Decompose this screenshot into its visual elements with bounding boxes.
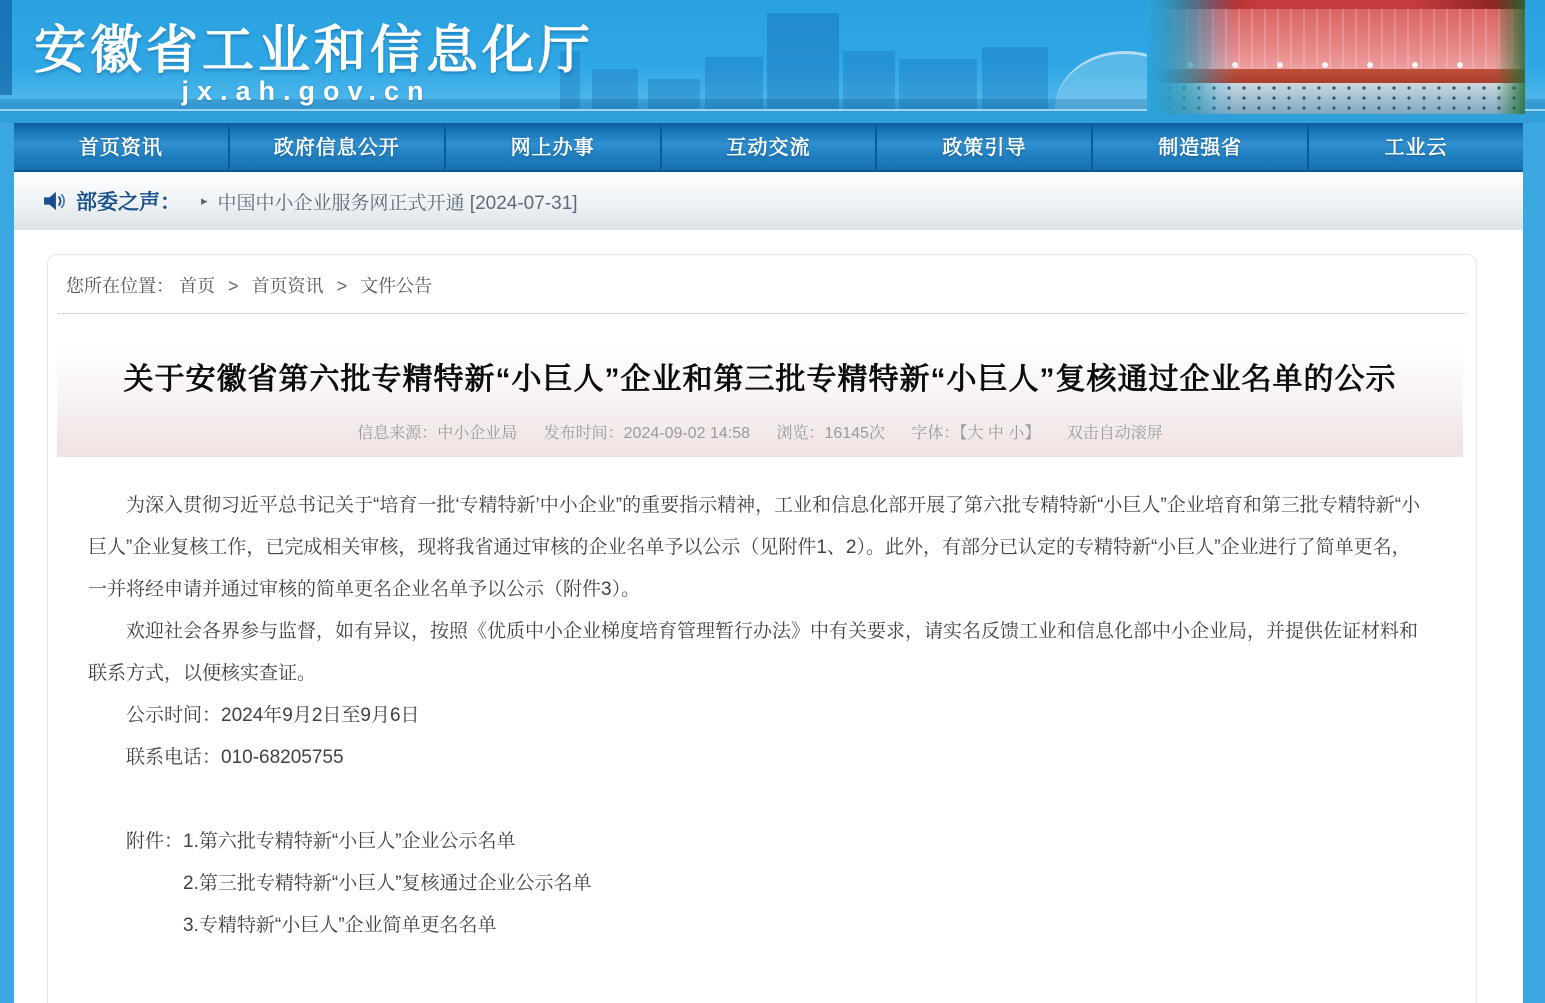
meta-font-label: 字体： bbox=[911, 425, 960, 442]
attachment-link-2[interactable]: 2.第三批专精特新“小巨人”复核通过企业公示名单 bbox=[183, 873, 592, 894]
article-body bbox=[48, 457, 1476, 947]
conference-photo bbox=[1147, 0, 1525, 114]
news-ticker bbox=[14, 172, 1523, 230]
nav-item-gov-info[interactable]: 政府信息公开 bbox=[228, 124, 444, 172]
ticker-title: 部委之声： bbox=[76, 191, 181, 214]
attachments-list bbox=[183, 821, 592, 947]
site-banner bbox=[0, 0, 1545, 123]
photo-green-edge-right bbox=[1495, 0, 1525, 114]
attachments-block bbox=[88, 821, 1428, 947]
article-header-band bbox=[57, 346, 1463, 457]
site-logo-url: jx.ah.gov.cn bbox=[181, 76, 432, 106]
arrow-right-icon: ▸ bbox=[201, 193, 208, 208]
site-logo-title: 安徽省工业和信息化厅 bbox=[34, 22, 595, 80]
font-size-switcher[interactable]: 【大 中 小】 bbox=[959, 425, 1041, 442]
nav-item-online-services[interactable]: 网上办事 bbox=[444, 124, 660, 172]
speaker-icon bbox=[44, 191, 66, 211]
breadcrumb-separator: > bbox=[336, 276, 348, 296]
meta-view-count: 浏览：16145次 bbox=[776, 425, 885, 442]
breadcrumb-prefix: 您所在位置： bbox=[66, 276, 174, 296]
attachment-link-3[interactable]: 3.专精特新“小巨人”企业简单更名名单 bbox=[183, 915, 497, 936]
breadcrumb bbox=[58, 255, 1466, 314]
attachment-link-1[interactable]: 1.第六批专精特新“小巨人”企业公示名单 bbox=[183, 831, 516, 852]
photo-blue-fade bbox=[1147, 0, 1237, 114]
page-title: 关于安徽省第六批专精特新“小巨人”企业和第三批专精特新“小巨人”复核通过企业名单的公示 bbox=[123, 363, 1397, 396]
ticker-news-link[interactable]: 中国中小企业服务网正式开通 [2024-07-31] bbox=[217, 192, 578, 214]
nav-item-manufacturing[interactable]: 制造强省 bbox=[1091, 124, 1307, 172]
article-paragraph: 欢迎社会各界参与监督，如有异议，按照《优质中小企业梯度培育管理暂行办法》中有关要求，请实名反馈工业和信息化部中小企业局，并提供佐证材料和联系方式，以便核实查证。 bbox=[88, 621, 1419, 684]
meta-scroll-hint: 双击自动滚屏 bbox=[1066, 425, 1163, 442]
attachments-label: 附件： bbox=[126, 831, 184, 852]
nav-item-home-news[interactable]: 首页资讯 bbox=[78, 137, 163, 159]
breadcrumb-item-notices[interactable]: 文件公告 bbox=[360, 276, 433, 296]
nav-item-industrial-cloud[interactable]: 工业云 bbox=[1307, 124, 1523, 172]
nav-item-policy-guidance[interactable]: 政策引导 bbox=[875, 124, 1091, 172]
breadcrumb-item-news[interactable]: 首页资讯 bbox=[251, 276, 324, 296]
article-meta bbox=[87, 420, 1433, 443]
breadcrumb-item-home[interactable]: 首页 bbox=[179, 276, 216, 296]
meta-source: 信息来源：中小企业局 bbox=[357, 425, 518, 442]
contact-phone-line: 联系电话：010-68205755 bbox=[126, 747, 344, 768]
meta-publish-time: 发布时间：2024-09-02 14:58 bbox=[543, 425, 750, 442]
main-navigation bbox=[14, 123, 1523, 172]
nav-item-interaction[interactable]: 互动交流 bbox=[660, 124, 876, 172]
article-container bbox=[47, 254, 1477, 1003]
publicity-period-line: 公示时间：2024年9月2日至9月6日 bbox=[126, 705, 420, 726]
breadcrumb-separator: > bbox=[228, 276, 239, 296]
article-paragraph: 为深入贯彻习近平总书记关于“培育一批‘专精特新’中小企业”的重要指示精神，工业和信息化部开展了第六批专精特新“小巨人”企业培育和第三批专精特新“小巨人”企业复核工作，已完成相关审核，现将我省通过审核的企业名单予以公示（见附件1、2）。此外，有部分已认定的专精特新“小巨人”企业进行了简单更名，一并将经申请并通过审核的简单更名企业名单予以公示（附件3）。 bbox=[88, 495, 1421, 600]
content-area bbox=[14, 230, 1523, 1003]
